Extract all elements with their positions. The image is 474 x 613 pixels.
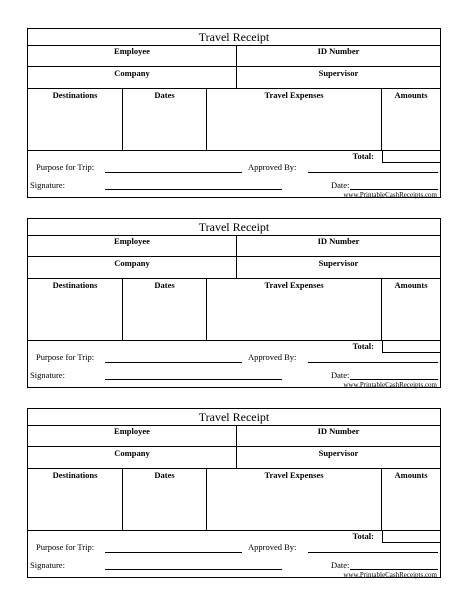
id-number-label: ID Number: [317, 46, 360, 56]
employee-row: [28, 425, 440, 447]
signature-label: Signature:: [30, 560, 65, 570]
employee-row: [28, 45, 440, 67]
supervisor-label: Supervisor: [318, 258, 359, 268]
id-number-label: ID Number: [317, 426, 360, 436]
date-field[interactable]: [350, 189, 438, 190]
expense-grid: [28, 89, 440, 151]
travel-expenses-header: Travel Expenses: [264, 280, 324, 290]
company-row: [28, 67, 440, 89]
travel-expenses-header: Travel Expenses: [264, 470, 324, 480]
travel-expenses-column[interactable]: [207, 89, 382, 150]
supervisor-label: Supervisor: [318, 68, 359, 78]
approved-by-label: Approved By:: [248, 352, 297, 362]
travel-expenses-header: Travel Expenses: [264, 90, 324, 100]
website-url: www.PrintableCashReceipts.com: [343, 191, 437, 199]
travel-expenses-column[interactable]: [207, 469, 382, 530]
amounts-header: Amounts: [394, 470, 428, 480]
travel-receipt: [27, 408, 441, 578]
travel-expenses-column[interactable]: [207, 279, 382, 340]
employee-label: Employee: [114, 46, 150, 56]
company-label: Company: [114, 68, 150, 78]
amounts-column[interactable]: [382, 89, 440, 150]
expense-grid: [28, 279, 440, 341]
company-row: [28, 447, 440, 469]
destinations-header: Destinations: [52, 470, 98, 480]
approved-by-field[interactable]: [308, 552, 438, 553]
dates-column[interactable]: [123, 279, 207, 340]
company-label: Company: [114, 448, 150, 458]
receipt-title: Travel Receipt: [28, 409, 440, 426]
signature-field[interactable]: [105, 569, 282, 570]
approved-by-label: Approved By:: [248, 162, 297, 172]
dates-header: Dates: [154, 470, 175, 480]
employee-label: Employee: [114, 236, 150, 246]
supervisor-label: Supervisor: [318, 448, 359, 458]
total-field[interactable]: [382, 530, 440, 543]
purpose-field[interactable]: [105, 552, 242, 553]
receipt-title: Travel Receipt: [28, 29, 440, 46]
destinations-column[interactable]: [28, 279, 123, 340]
approved-by-field[interactable]: [308, 362, 438, 363]
employee-row: [28, 235, 440, 257]
date-field[interactable]: [350, 569, 438, 570]
employee-label: Employee: [114, 426, 150, 436]
total-row: [28, 530, 440, 542]
amounts-column[interactable]: [382, 279, 440, 340]
date-label: Date:: [331, 370, 350, 380]
total-field[interactable]: [382, 150, 440, 163]
dates-column[interactable]: [123, 469, 207, 530]
company-label: Company: [114, 258, 150, 268]
total-row: [28, 340, 440, 352]
approved-by-label: Approved By:: [248, 542, 297, 552]
amounts-column[interactable]: [382, 469, 440, 530]
id-number-label: ID Number: [317, 236, 360, 246]
destinations-column[interactable]: [28, 469, 123, 530]
expense-grid: [28, 469, 440, 531]
signature-label: Signature:: [30, 370, 65, 380]
total-label: Total:: [352, 341, 374, 351]
purpose-label: Purpose for Trip:: [36, 162, 95, 172]
destinations-header: Destinations: [52, 280, 98, 290]
purpose-field[interactable]: [105, 172, 242, 173]
total-label: Total:: [352, 151, 374, 161]
amounts-header: Amounts: [394, 280, 428, 290]
purpose-field[interactable]: [105, 362, 242, 363]
purpose-label: Purpose for Trip:: [36, 542, 95, 552]
date-label: Date:: [331, 560, 350, 570]
date-field[interactable]: [350, 379, 438, 380]
dates-column[interactable]: [123, 89, 207, 150]
total-row: [28, 150, 440, 162]
date-label: Date:: [331, 180, 350, 190]
website-url: www.PrintableCashReceipts.com: [343, 571, 437, 579]
signature-label: Signature:: [30, 180, 65, 190]
company-row: [28, 257, 440, 279]
travel-receipt: [27, 28, 441, 198]
signature-field[interactable]: [105, 189, 282, 190]
dates-header: Dates: [154, 90, 175, 100]
travel-receipt: [27, 218, 441, 388]
destinations-column[interactable]: [28, 89, 123, 150]
amounts-header: Amounts: [394, 90, 428, 100]
dates-header: Dates: [154, 280, 175, 290]
total-field[interactable]: [382, 340, 440, 353]
approved-by-field[interactable]: [308, 172, 438, 173]
signature-field[interactable]: [105, 379, 282, 380]
website-url: www.PrintableCashReceipts.com: [343, 381, 437, 389]
purpose-label: Purpose for Trip:: [36, 352, 95, 362]
destinations-header: Destinations: [52, 90, 98, 100]
receipt-title: Travel Receipt: [28, 219, 440, 236]
total-label: Total:: [352, 531, 374, 541]
